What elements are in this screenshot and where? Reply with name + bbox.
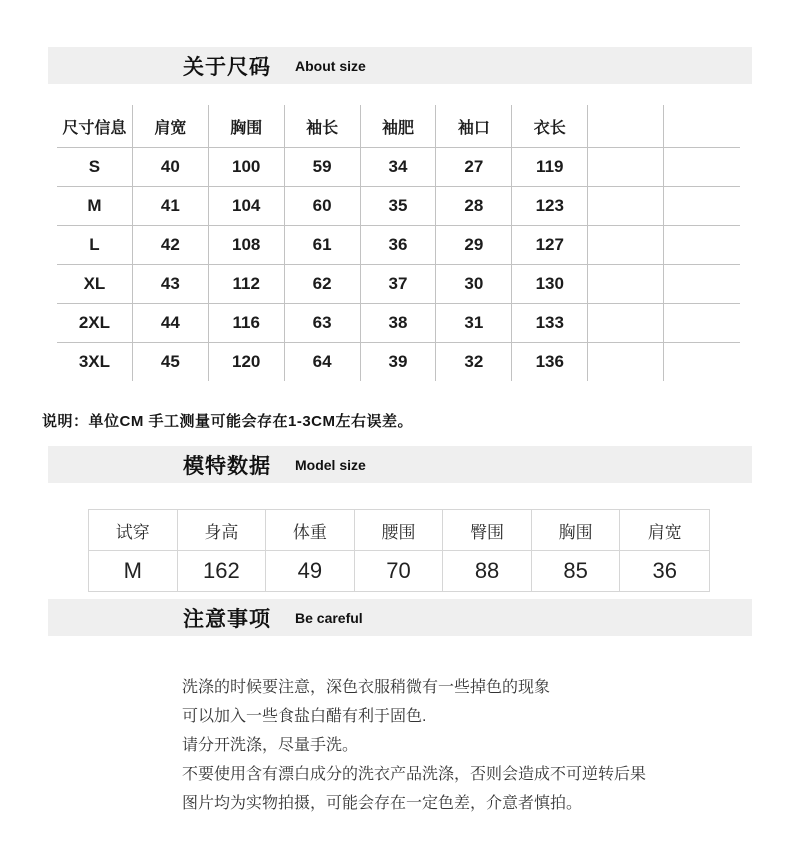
size-table-cell bbox=[588, 304, 664, 343]
size-table-header-cell: 袖口 bbox=[436, 105, 512, 148]
size-table-cell bbox=[588, 265, 664, 304]
model-table-cell: 88 bbox=[443, 551, 532, 591]
size-table-cell: 130 bbox=[512, 265, 588, 304]
model-table-header-cell: 臀围 bbox=[443, 510, 532, 551]
size-table-cell: 43 bbox=[133, 265, 209, 304]
section-header-about-size bbox=[48, 47, 752, 84]
size-table-cell: 34 bbox=[361, 148, 437, 187]
size-table-cell bbox=[664, 304, 740, 343]
be-careful-title-cn: 注意事项 bbox=[183, 607, 271, 631]
model-table-cell: M bbox=[89, 551, 178, 591]
measurement-note: 说明：单位CM 手工测量可能会存在1-3CM左右误差。 bbox=[42, 413, 414, 430]
size-table-header-cell: 肩宽 bbox=[133, 105, 209, 148]
size-table-cell: XL bbox=[57, 265, 133, 304]
size-table-cell: 28 bbox=[436, 187, 512, 226]
model-table-cell: 49 bbox=[266, 551, 355, 591]
care-line: 洗涤的时候要注意，深色衣服稍微有一些掉色的现象 bbox=[182, 679, 551, 696]
size-table-cell: 112 bbox=[209, 265, 285, 304]
size-table-cell bbox=[664, 343, 740, 381]
size-table-cell: 39 bbox=[361, 343, 437, 381]
size-table-header-cell: 衣长 bbox=[512, 105, 588, 148]
size-table-cell: 30 bbox=[436, 265, 512, 304]
size-table-cell bbox=[664, 265, 740, 304]
size-table-cell: 35 bbox=[361, 187, 437, 226]
size-table-cell: 59 bbox=[285, 148, 361, 187]
size-table-header-cell bbox=[588, 105, 664, 148]
model-table-header-cell: 身高 bbox=[178, 510, 267, 551]
model-table-header-cell: 体重 bbox=[266, 510, 355, 551]
model-size-title-cn: 模特数据 bbox=[183, 454, 271, 478]
size-table-cell: 133 bbox=[512, 304, 588, 343]
size-table-header-cell: 胸围 bbox=[209, 105, 285, 148]
model-table-header-cell: 胸围 bbox=[532, 510, 621, 551]
model-table-header-cell: 肩宽 bbox=[620, 510, 709, 551]
size-table-cell: 63 bbox=[285, 304, 361, 343]
size-table-header-cell: 袖长 bbox=[285, 105, 361, 148]
size-table-cell: 31 bbox=[436, 304, 512, 343]
section-header-be-careful bbox=[48, 599, 752, 636]
size-table-cell: 36 bbox=[361, 226, 437, 265]
size-table-cell: 3XL bbox=[57, 343, 133, 381]
size-table-header-cell bbox=[664, 105, 740, 148]
model-table-cell: 36 bbox=[652, 558, 677, 583]
size-table-cell bbox=[588, 148, 664, 187]
size-table-cell bbox=[664, 187, 740, 226]
size-table-cell: 100 bbox=[209, 148, 285, 187]
size-table-cell: M bbox=[57, 187, 133, 226]
size-table-cell: 136 bbox=[512, 343, 588, 381]
size-table-cell: 40 bbox=[133, 148, 209, 187]
size-table-cell bbox=[664, 148, 740, 187]
care-instructions bbox=[182, 673, 646, 818]
care-line: 图片均为实物拍摄，可能会存在一定色差，介意者慎拍。 bbox=[182, 795, 583, 812]
size-table-cell: 62 bbox=[285, 265, 361, 304]
size-table-cell: 42 bbox=[133, 226, 209, 265]
size-table-cell: 120 bbox=[209, 343, 285, 381]
size-table-cell: 27 bbox=[436, 148, 512, 187]
size-table-cell: 123 bbox=[512, 187, 588, 226]
section-header-model-size bbox=[48, 446, 752, 483]
size-table-cell: 41 bbox=[133, 187, 209, 226]
size-table-cell: 29 bbox=[436, 226, 512, 265]
size-table-cell bbox=[588, 343, 664, 381]
care-line: 不要使用含有漂白成分的洗衣产品洗涤，否则会造成不可逆转后果 bbox=[182, 766, 647, 783]
size-table-cell: 60 bbox=[285, 187, 361, 226]
model-table-header-cell: 试穿 bbox=[89, 510, 178, 551]
size-table-cell: 44 bbox=[133, 304, 209, 343]
size-table-header-cell: 尺寸信息 bbox=[57, 105, 133, 148]
size-table-cell: 127 bbox=[512, 226, 588, 265]
model-table-cell: 85 bbox=[532, 551, 621, 591]
size-table-cell: 32 bbox=[436, 343, 512, 381]
care-line: 可以加入一些食盐白醋有利于固色. bbox=[182, 708, 427, 725]
size-table-cell bbox=[588, 226, 664, 265]
size-table-cell: 64 bbox=[285, 343, 361, 381]
size-table-cell: 38 bbox=[361, 304, 437, 343]
about-size-title-en: About size bbox=[295, 57, 366, 74]
size-table-cell: 104 bbox=[209, 187, 285, 226]
size-table-cell: 45 bbox=[133, 343, 209, 381]
size-table-header-cell: 袖肥 bbox=[361, 105, 437, 148]
care-line: 请分开洗涤，尽量手洗。 bbox=[182, 737, 359, 754]
size-table-cell: 2XL bbox=[57, 304, 133, 343]
size-table-cell: S bbox=[57, 148, 133, 187]
size-table-cell: 116 bbox=[209, 304, 285, 343]
size-table-cell: L bbox=[57, 226, 133, 265]
model-table-cell: 162 bbox=[178, 551, 267, 591]
size-table-cell: 61 bbox=[285, 226, 361, 265]
model-size-table bbox=[88, 509, 710, 592]
model-table-header-cell: 腰围 bbox=[355, 510, 444, 551]
about-size-title-cn: 关于尺码 bbox=[183, 55, 271, 79]
be-careful-title-en: Be careful bbox=[295, 609, 363, 626]
size-table-cell: 119 bbox=[512, 148, 588, 187]
size-table-cell: 108 bbox=[209, 226, 285, 265]
size-table-cell bbox=[664, 226, 740, 265]
model-size-title-en: Model size bbox=[295, 456, 366, 473]
model-table-cell: 70 bbox=[355, 551, 444, 591]
size-table bbox=[57, 105, 740, 381]
size-table-cell bbox=[588, 187, 664, 226]
size-table-cell: 37 bbox=[361, 265, 437, 304]
